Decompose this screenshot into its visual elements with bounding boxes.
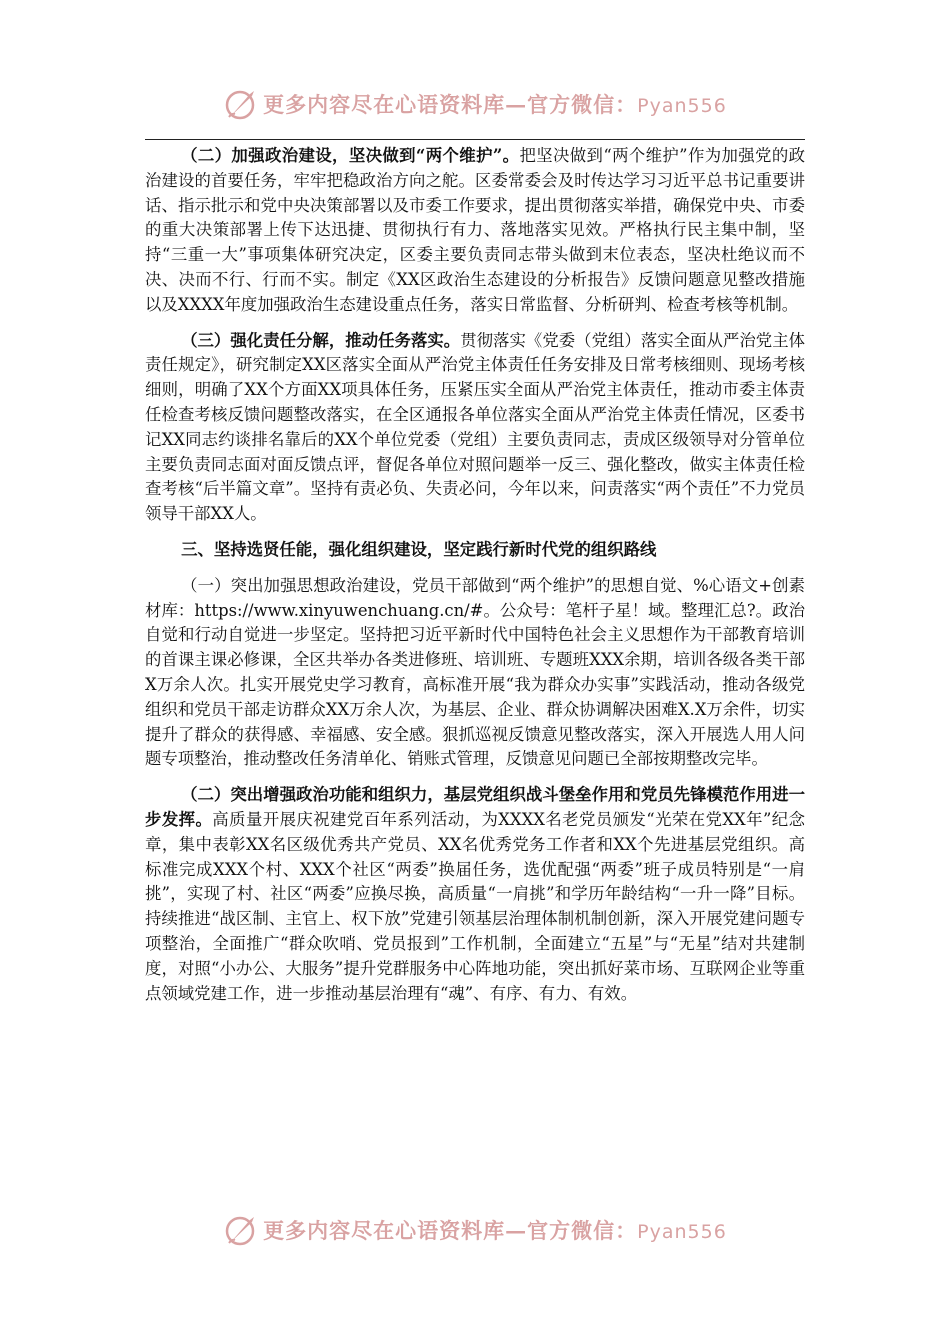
paragraph-heading: （三）强化责任分解，推动任务落实。 (181, 330, 461, 350)
paragraph-heading: （二）加强政治建设，坚决做到“两个维护”。 (181, 146, 520, 165)
paragraph (145, 329, 805, 527)
watermark-banner-bottom (0, 1210, 950, 1250)
paragraph-text: （一）突出加强思想政治建设，党员干部做到“两个维护”的思想自觉、%心语文+创素材库：https://www.xinyuwenchuang.cn/#。公众号：笔杆子星！域。整理汇总?。政治自觉和行动自觉进一步坚定。坚持把习近平新时代中国特色社会主义思想作为干部教育培训的首课主课必修课，全区共举办各类进修班、培训班、专题班XXX余期，培训各级各类干部X万余人次。扎实开展党史学习教育，高标准开展“我为群众办实事”实践活动，推动各级党组织和党员干部走访群众XX万余人次，为基层、企业、群众协调解决困难X.X万余件，切实提升了群众的获得感、幸福感、安全感。狠抓巡视反馈意见整改落实，深入开展选人用人问题专项整治，推动整改任务清单化、销账式管理，反馈意见问题已全部按期整改完毕。 (145, 575, 805, 769)
section-heading: 三、坚持选贤任能，强化组织建设，坚定践行新时代党的组织路线 (181, 539, 657, 559)
paragraph-heading: （二）突出增强政治功能和组织力，基层党组织战斗堡垒作用和党员先锋模范作用进一步发挥。 (145, 785, 805, 829)
paragraph-text: 贯彻落实《党委（党组）落实全面从严治党主体责任规定》，研究制定XX区落实全面从严治党主体责任任务安排及日常考核细则、现场考核细则，明确了XX个方面XX项具体任务，压紧压实全面从严治党主体责任，推动市委主体责任检查考核反馈问题整改落实，在全区通报各单位落实全面从严治党主体责任情况，区委书记XX同志约谈排名靠后的XX个单位党委（党组）主要负责同志，责成区级领导对分管单位主要负责同志面对面反馈点评，督促各单位对照问题举一反三、强化整改，做实主体责任检查考核“后半篇文章”。坚持有责必负、失责必问，今年以来，问责落实“两个责任”不力党员领导干部XX人。 (145, 330, 806, 524)
header-divider (145, 139, 805, 140)
watermark-wechat-id: Pyan556 (637, 1221, 727, 1243)
paragraph (145, 574, 805, 772)
paragraph-text: 把坚决做到“两个维护”作为加强党的政治建设的首要任务，牢牢把稳政治方向之舵。区委常委会及时传达学习习近平总书记重要讲话、指示批示和党中央决策部署以及市委工作要求，提出贯彻落实举措，确保党中央、市委的重大决策部署上传下达迅捷、贯彻执行有力、落地落实见效。严格执行民主集中制，坚持“三重一大”事项集体研究决定，区委主要负责同志带头做到末位表态，坚决杜绝议而不决、决而不行、行而不实。制定《XX区政治生态建设的分析报告》反馈问题意见整改措施以及XXXX年度加强政治生态建设重点任务，落实日常监督、分析研判、检查考核等机制。 (145, 146, 805, 314)
watermark-text: 更多内容尽在心语资料库—官方微信：Pyan556 (263, 1218, 727, 1243)
paragraph-text: 高质量开展庆祝建党百年系列活动，为XXXX名老党员颁发“光荣在党XX年”纪念章，集中表彰XX名区级优秀共产党员、XX名优秀党务工作者和XX个先进基层党组织。高标准完成XXX个村、XXX个社区“两委”换届任务，选优配强“两委”班子成员特别是“一肩挑”，实现了村、社区“两委”应换尽换，高质量“一肩挑”和学历年龄结构“一升一降”目标。持续推进“战区制、主官上、权下放”党建引领基层治理体制机制创新，深入开展党建问题专项整治，全面推广“群众吹哨、党员报到”工作机制，全面建立“五星”与“无星”结对共建制度，对照“小办公、大服务”提升党群服务中心阵地功能，突出抓好菜市场、互联网企业等重点领域党建工作，进一步推动基层治理有“魂”、有序、有力、有效。 (145, 809, 805, 1003)
watermark-text: 更多内容尽在心语资料库—官方微信：Pyan556 (263, 92, 727, 117)
watermark-wechat-id: Pyan556 (637, 95, 727, 117)
writing-brush-logo-icon (223, 1212, 259, 1248)
document-body (145, 144, 805, 1017)
paragraph (145, 144, 805, 318)
writing-brush-logo-icon (223, 86, 259, 122)
watermark-banner-top (0, 84, 950, 124)
paragraph (145, 783, 805, 1006)
